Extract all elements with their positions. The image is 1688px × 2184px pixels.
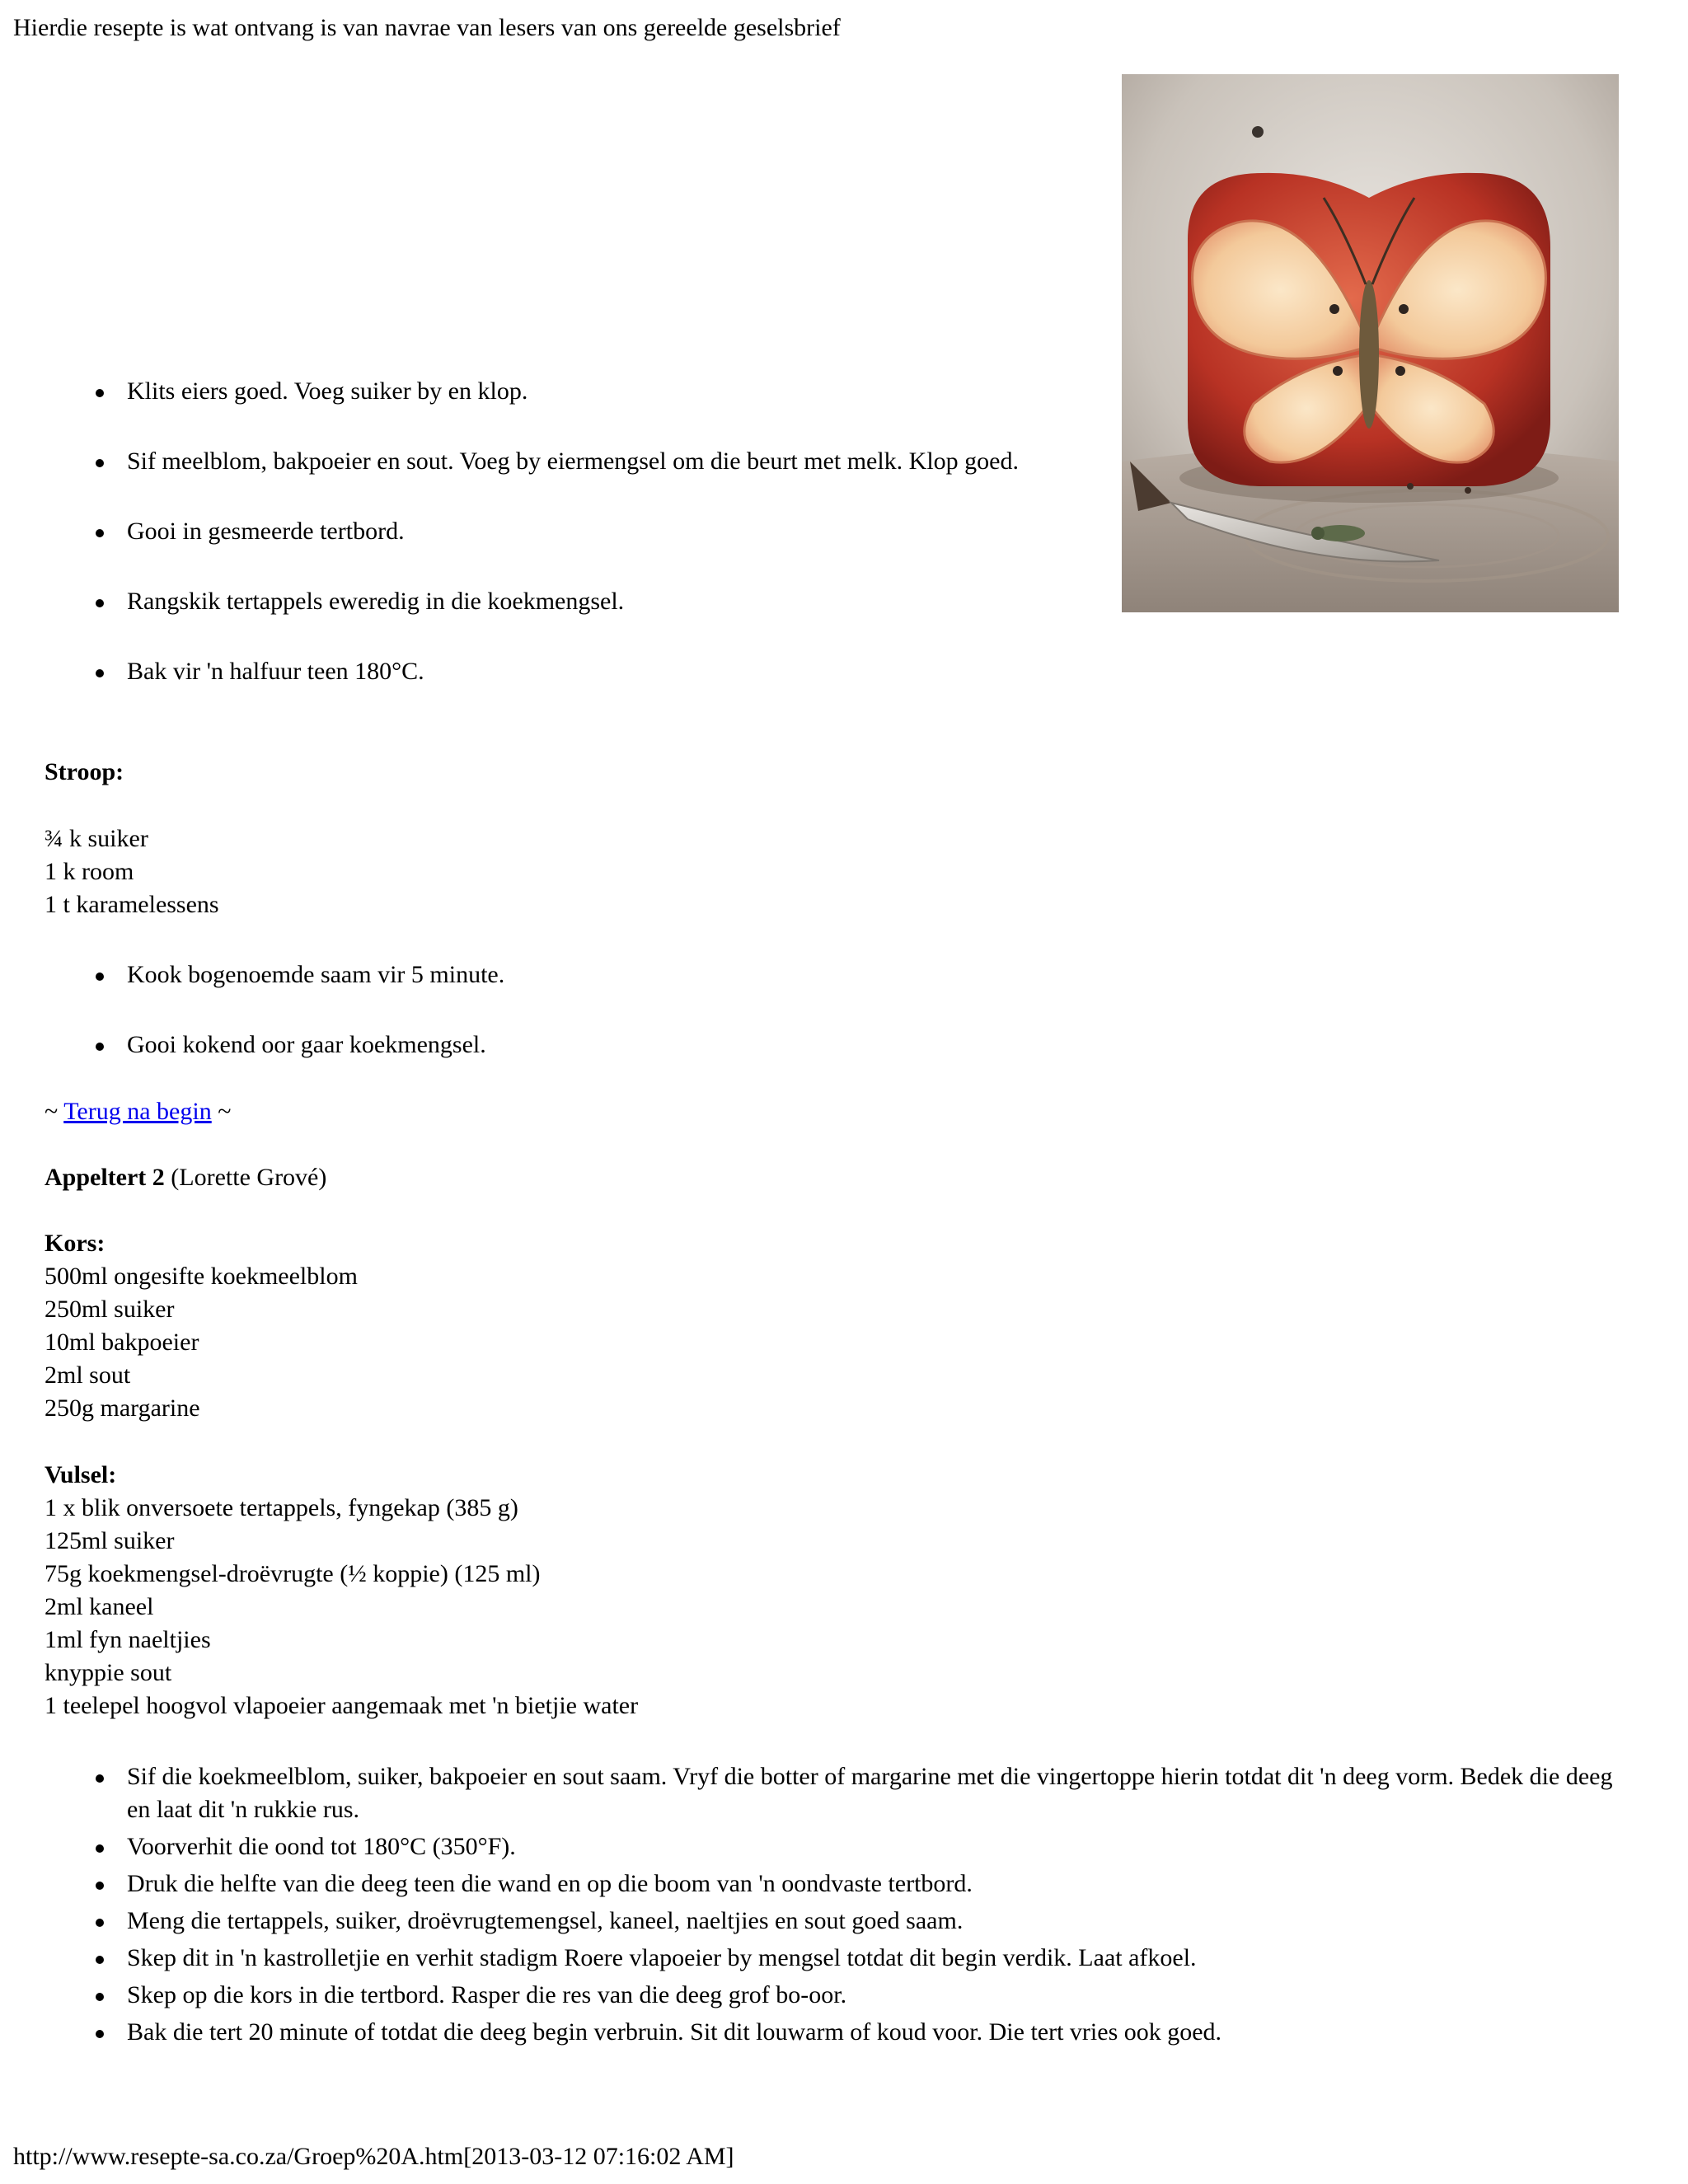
back-to-top-link[interactable]: Terug na begin <box>63 1098 212 1125</box>
ingredient-line: 2ml sout <box>45 1361 131 1389</box>
ingredient-line: 500ml ongesifte koekmeelblom <box>45 1263 358 1290</box>
list-item: Voorverhit die oond tot 180°C (350°F). <box>45 1830 1627 1863</box>
list-item: Sif die koekmeelblom, suiker, bakpoeier en sout saam. Vryf die botter of margarine met die vingertoppe hierin totdat dit 'n deeg vorm. Bedek die deeg en laat dit 'n rukkie rus. <box>45 1760 1627 1826</box>
ingredient-line: 250g margarine <box>45 1394 200 1422</box>
back-to-top-line <box>45 1095 231 1128</box>
list-item: Druk die helfte van die deeg teen die wand en op die boom van 'n oondvaste tertbord. <box>45 1868 1627 1900</box>
ingredient-line: 1 t karamelessens <box>45 891 219 918</box>
ingredient-line: ¾ k suiker <box>45 825 148 852</box>
recipe1-steps-list <box>45 375 1058 688</box>
apple-butterfly-illustration <box>1122 74 1619 612</box>
list-item: Gooi in gesmeerde tertbord. <box>45 515 1058 548</box>
recipe2-title: Appeltert 2 <box>45 1164 165 1191</box>
list-item: Klits eiers goed. Voeg suiker by en klop. <box>45 375 1058 408</box>
filling-heading: Vulsel: <box>45 1461 117 1488</box>
syrup-ingredients <box>45 823 219 921</box>
apple-butterfly-icon <box>1122 74 1619 612</box>
list-item: Meng die tertappels, suiker, droëvrugtemengsel, kaneel, naeltjies en sout goed saam. <box>45 1905 1627 1938</box>
ingredient-line: 125ml suiker <box>45 1527 175 1554</box>
recipe2-title-line <box>45 1161 326 1194</box>
list-item: Skep op die kors in die tertbord. Rasper die res van die deeg grof bo-oor. <box>45 1979 1627 2012</box>
filling-ingredients <box>45 1492 638 1722</box>
back-link-prefix: ~ <box>45 1098 64 1125</box>
filling-section <box>45 1459 638 1722</box>
ingredient-line: knyppie sout <box>45 1659 172 1686</box>
list-item: Gooi kokend oor gaar koekmengsel. <box>45 1029 1058 1062</box>
ingredient-line: 10ml bakpoeier <box>45 1329 199 1356</box>
back-link-suffix: ~ <box>211 1098 232 1125</box>
crust-heading: Kors: <box>45 1230 106 1257</box>
crust-ingredients <box>45 1260 358 1425</box>
recipe2-steps-list <box>45 1760 1627 2049</box>
ingredient-line: 1 teelepel hoogvol vlapoeier aangemaak met 'n bietjie water <box>45 1692 639 1719</box>
ingredient-line: 1 x blik onversoete tertappels, fyngekap (385 g) <box>45 1494 518 1521</box>
ingredient-line: 1ml fyn naeltjies <box>45 1626 211 1653</box>
syrup-steps-list <box>45 958 1058 1062</box>
page-header-text: Hierdie resepte is wat ontvang is van navrae van lesers van ons gereelde geselsbrief <box>13 14 841 41</box>
syrup-heading: Stroop: <box>45 758 124 785</box>
crust-section <box>45 1227 358 1425</box>
ingredient-line: 75g koekmengsel-droëvrugte (½ koppie) (125 ml) <box>45 1560 541 1587</box>
ingredient-line: 1 k room <box>45 858 134 885</box>
list-item: Sif meelblom, bakpoeier en sout. Voeg by eiermengsel om die beurt met melk. Klop goed. <box>45 445 1058 478</box>
list-item: Skep dit in 'n kastrolletjie en verhit stadigm Roere vlapoeier by mengsel totdat dit begin verdik. Laat afkoel. <box>45 1942 1627 1975</box>
list-item: Bak die tert 20 minute of totdat die deeg begin verbruin. Sit dit louwarm of koud voor. Die tert vries ook goed. <box>45 2016 1627 2049</box>
recipe2-author: (Lorette Grové) <box>164 1164 327 1191</box>
list-item: Kook bogenoemde saam vir 5 minute. <box>45 958 1058 991</box>
ingredient-line: 2ml kaneel <box>45 1593 154 1620</box>
page-footer-url: http://www.resepte-sa.co.za/Groep%20A.htm[2013-03-12 07:16:02 AM] <box>13 2143 734 2170</box>
list-item: Bak vir 'n halfuur teen 180°C. <box>45 655 1058 688</box>
list-item: Rangskik tertappels eweredig in die koekmengsel. <box>45 585 1058 618</box>
ingredient-line: 250ml suiker <box>45 1296 175 1323</box>
